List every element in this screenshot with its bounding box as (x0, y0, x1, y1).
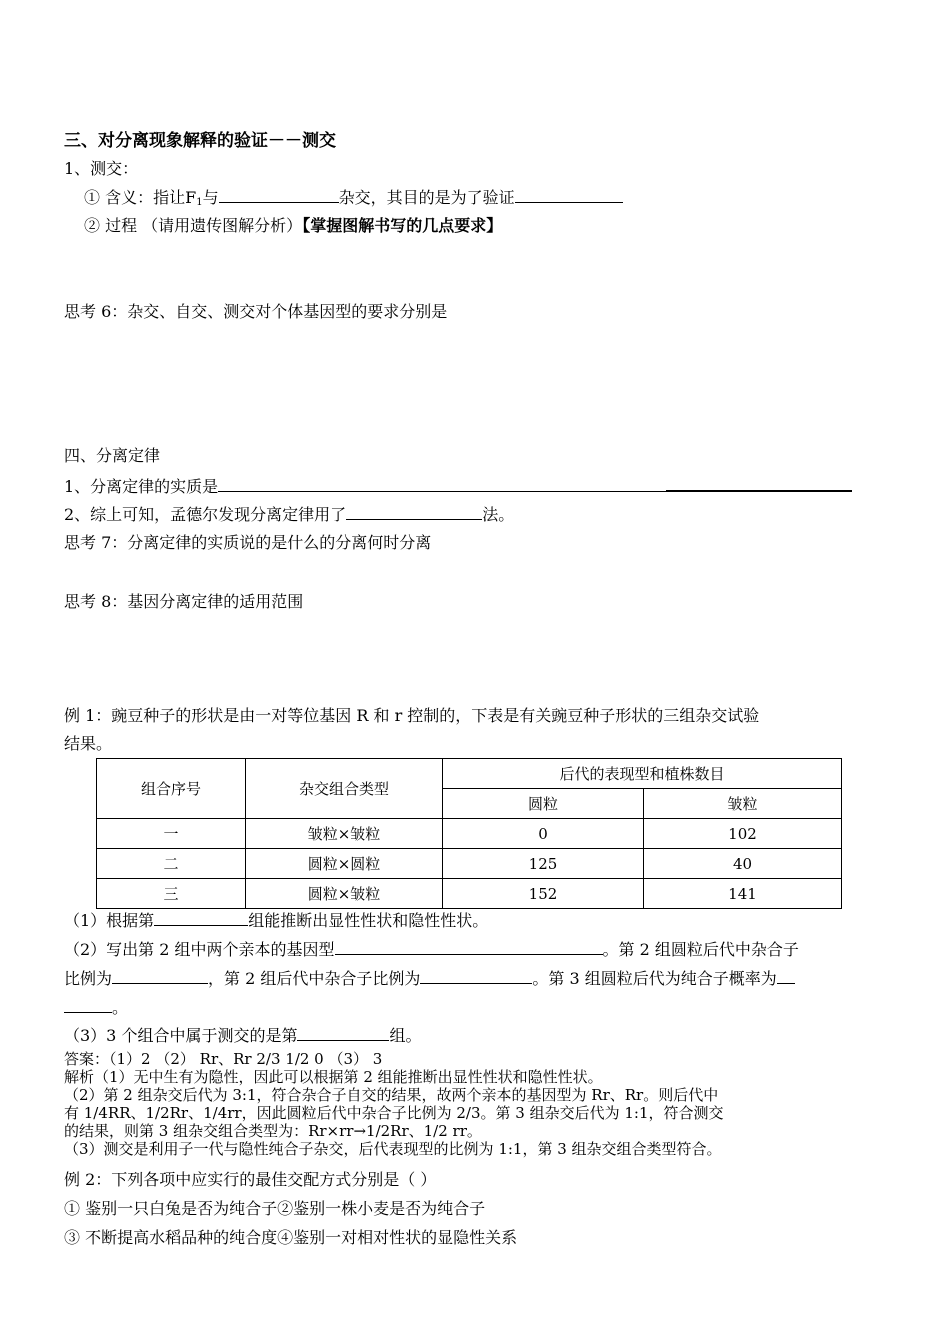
question-2-line-1 (64, 940, 799, 960)
testcross-meaning-line (84, 188, 623, 213)
q2-e: 。第 3 组圆粒后代为纯合子概率为 (532, 969, 777, 988)
cell-round: 0 (443, 819, 644, 849)
cell-round: 152 (443, 879, 644, 909)
meaning-mid: 与 (202, 188, 219, 207)
example-1-intro-1: 例 1：豌豆种子的形状是由一对等位基因 R 和 r 控制的，下表是有关豌豆种子形状的三组杂交试验 (64, 706, 760, 725)
q2-c: 比例为 (64, 969, 113, 988)
q2-blank-4-cont[interactable] (64, 998, 112, 1013)
analysis-line-1: 解析（1）无中生有为隐性，因此可以根据第 2 组能推断出显性性状和隐性性状。 (64, 1068, 603, 1086)
q2-blank-2[interactable] (112, 969, 208, 984)
cell-type: 圆粒×圆粒 (246, 849, 443, 879)
q2-blank-1[interactable] (335, 940, 603, 955)
q1-b: 组能推断出显性性状和隐性性状。 (248, 911, 489, 930)
section-4-item-1-text: 1、分离定律的实质是 (64, 477, 219, 496)
question-1 (64, 911, 488, 931)
table-row (97, 819, 842, 849)
header-round: 圆粒 (443, 789, 644, 819)
question-3 (64, 1026, 421, 1046)
q1-blank[interactable] (154, 911, 248, 926)
q3-b: 组。 (389, 1026, 422, 1045)
header-offspring: 后代的表现型和植株数目 (443, 759, 842, 789)
cell-wrinkled: 141 (644, 879, 842, 909)
think-7: 思考 7：分离定律的实质说的是什么的分离何时分离 (64, 533, 432, 552)
testcross-process-line (84, 216, 502, 236)
think-6: 思考 6：杂交、自交、测交对个体基因型的要求分别是 (64, 302, 448, 321)
process-label: ② 过程 （请用遗传图解分析） (84, 216, 303, 235)
section-4-title: 四、分离定律 (64, 446, 161, 465)
section-4-item-2-b: 法。 (482, 505, 515, 524)
q2-a: （2）写出第 2 组中两个亲本的基因型 (64, 940, 335, 959)
cell-type: 圆粒×皱粒 (246, 879, 443, 909)
table-row (97, 849, 842, 879)
meaning-cross: 杂交，其目的是为了验证 (338, 188, 515, 207)
meaning-blank-1[interactable] (219, 188, 339, 203)
meaning-label: ① 含义：指让F (84, 188, 197, 207)
section-4-item-1 (64, 476, 852, 497)
table-row (97, 879, 842, 909)
q3-blank[interactable] (297, 1026, 389, 1041)
section-4-item-2 (64, 505, 514, 525)
q3-a: （3）3 个组合中属于测交的是第 (64, 1026, 298, 1045)
meaning-subscript: 1 (196, 197, 203, 208)
process-bold-note: 【掌握图解书写的几点要求】 (302, 216, 503, 235)
section-3-item-1: 1、测交： (64, 159, 139, 178)
meaning-blank-2[interactable] (515, 188, 623, 203)
analysis-line-3: 有 1/4RR、1/2Rr、1/4rr，因此圆粒后代中杂合子比例为 2/3。第 3 组杂交后代为 1:1，符合测交 (64, 1104, 724, 1122)
header-wrinkled: 皱粒 (644, 789, 842, 819)
q1-a: （1）根据第 (64, 911, 155, 930)
cell-group: 一 (97, 819, 246, 849)
cell-round: 125 (443, 849, 644, 879)
example-2-title: 例 2：下列各项中应实行的最佳交配方式分别是（ ） (64, 1170, 437, 1189)
cell-group: 三 (97, 879, 246, 909)
essence-blank-2[interactable] (666, 476, 852, 492)
q2-b: 。第 2 组圆粒后代中杂合子 (602, 940, 799, 959)
cell-type: 皱粒×皱粒 (246, 819, 443, 849)
cell-wrinkled: 102 (644, 819, 842, 849)
example-1-intro-2: 结果。 (64, 734, 113, 753)
section-4-item-2-a: 2、综上可知，孟德尔发现分离定律用了 (64, 505, 347, 524)
cell-group: 二 (97, 849, 246, 879)
example-2-line-1: ① 鉴别一只白兔是否为纯合子②鉴别一株小麦是否为纯合子 (64, 1199, 486, 1218)
q2-blank-3[interactable] (420, 969, 532, 984)
q2-blank-4[interactable] (777, 969, 795, 984)
analysis-line-5: （3）测交是利用子一代与隐性纯合子杂交，后代表现型的比例为 1:1，第 3 组杂交组合类型符合。 (64, 1140, 722, 1158)
header-group: 组合序号 (97, 759, 246, 819)
question-2-line-2 (64, 969, 795, 989)
question-2-line-3 (64, 998, 128, 1018)
q2-d: ，第 2 组后代中杂合子比例为 (208, 969, 421, 988)
results-table (96, 758, 842, 909)
think-8: 思考 8：基因分离定律的适用范围 (64, 592, 304, 611)
cell-wrinkled: 40 (644, 849, 842, 879)
analysis-line-4: 的结果，则第 3 组杂交组合类型为：Rr×rr→1/2Rr、1/2 rr。 (64, 1122, 482, 1140)
analysis-line-2: （2）第 2 组杂交后代为 3:1，符合杂合子自交的结果，故两个亲本的基因型为 Rr、Rr。则后代中 (64, 1086, 719, 1104)
header-cross-type: 杂交组合类型 (246, 759, 443, 819)
section-3-title: 三、对分离现象解释的验证－－测交 (64, 131, 336, 151)
essence-blank[interactable] (218, 477, 666, 492)
q2-f: 。 (112, 998, 129, 1017)
answer-line: 答案：（1）2 （2） Rr、Rr 2/3 1/2 0 （3） 3 (64, 1050, 383, 1068)
method-blank[interactable] (346, 505, 482, 520)
example-2-line-2: ③ 不断提高水稻品种的纯合度④鉴别一对相对性状的显隐性关系 (64, 1228, 518, 1247)
